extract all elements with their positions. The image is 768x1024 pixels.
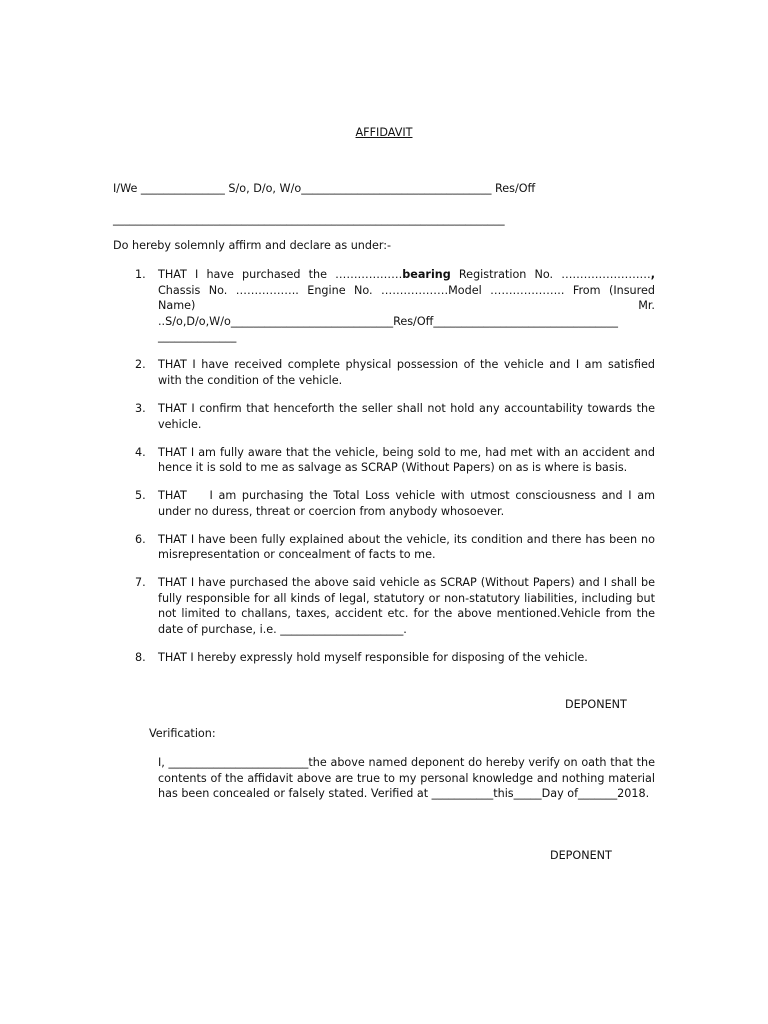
affidavit-clauses [113, 267, 659, 678]
clause-text: THAT I am fully aware that the vehicle, being sold to me, had met with an accident and hence it is sold to me as salvage as SCRAP (Without Papers) on as is where is basis. [158, 445, 655, 475]
clause-text: THAT I confirm that henceforth the seller shall not hold any accountability towards the vehicle. [158, 401, 655, 431]
verification-heading: Verification: [149, 727, 216, 740]
clause-number: 7. [135, 576, 146, 590]
clause-item [113, 401, 655, 432]
clause-bold-text: , [650, 268, 655, 281]
clause-number: 4. [135, 445, 146, 459]
clause-item [113, 445, 655, 476]
clause-text: THAT I have purchased the above said vehicle as SCRAP (Without Papers) and I shall be fully responsible for all kinds of legal, statutory or non-statutory liabilities, including but not limited to challans, taxes, accident etc. for the above mentioned.Vehicle from the date of purchase, i.e. ______________________. [158, 576, 655, 637]
clause-number: 1. [135, 268, 146, 281]
clause-text: THAT I hereby expressly hold myself responsible for disposing of the vehicle. [158, 651, 588, 665]
clause-text-part: Chassis No. …………….. Engine No. ………………Model ……………….. From (Insured Name) Mr. ..S/o,D/o,W/o_____________________________Res/Off_________________________________ ______________ [158, 283, 655, 344]
clause-item [113, 488, 659, 519]
clause-text: THAT I have received complete physical possession of the vehicle and I am satisfied with the condition of the vehicle. [158, 358, 655, 387]
clause-item [113, 532, 655, 563]
declarant-line: I/We _______________ S/o, D/o, W/o__________________________________ Res/Off [113, 182, 536, 195]
clause-text-part: THAT I have purchased the ……………… [158, 268, 403, 281]
address-blank-line: ______________________________________________________________________ [113, 213, 505, 226]
clause-number: 8. [135, 651, 146, 665]
document-title: AFFIDAVIT [355, 126, 413, 139]
clause-number: 6. [135, 532, 146, 546]
deponent-label-bottom: DEPONENT [550, 849, 612, 862]
clause-text-part: Registration No. …………………… [450, 268, 651, 281]
verification-text: I, _________________________the above named deponent do hereby verify on oath that the contents of the affidavit above are true to my personal knowledge and nothing material has been concealed or falsely stated. Verified at ___________this_____Day of_______2018. [158, 756, 655, 801]
clause-number: 5. [135, 489, 146, 503]
clause-item [113, 650, 655, 666]
clause-item [113, 575, 655, 637]
clause-number: 2. [135, 358, 146, 372]
clause-item [113, 357, 655, 388]
clause-text: THAT I have been fully explained about the vehicle, its condition and there has been no misrepresentation or concealment of facts to me. [158, 532, 655, 562]
declaration-intro: Do hereby solemnly affirm and declare as under:- [113, 239, 392, 252]
clause-bold-text: bearing [402, 268, 451, 281]
clause-item [113, 267, 655, 345]
deponent-label: DEPONENT [565, 698, 627, 711]
clause-text: THAT I am purchasing the Total Loss vehicle with utmost consciousness and I am under no duress, threat or coercion from anybody whosoever. [158, 489, 659, 518]
clause-number: 3. [135, 401, 146, 415]
